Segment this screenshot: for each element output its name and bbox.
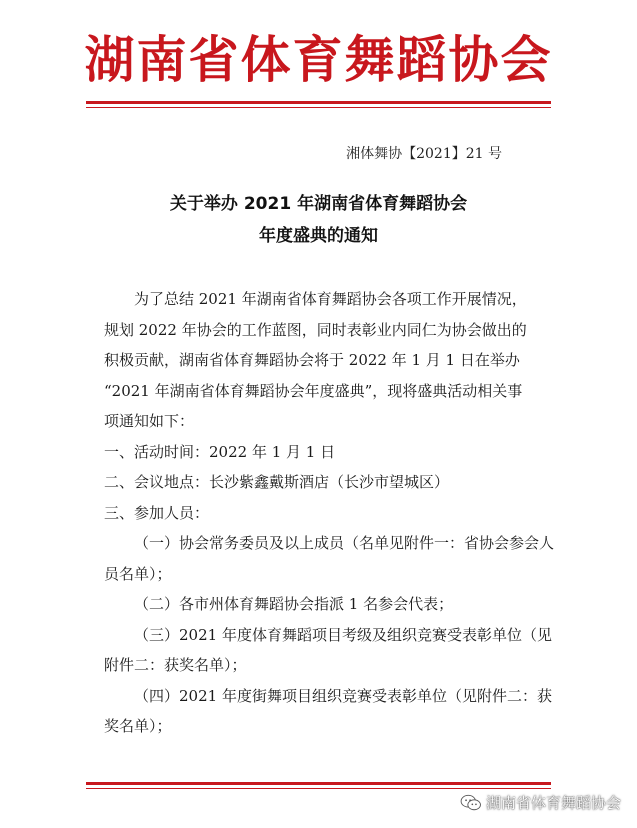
participant-item-3-line2: 附件二：获奖名单）；: [104, 656, 247, 674]
watermark-text: 湖南省体育舞蹈协会: [485, 794, 621, 812]
participant-item-1-line1: （一）协会常务委员及以上成员（名单见附件一：省协会参会人: [134, 534, 555, 552]
letterhead-rule-thin: [86, 107, 551, 108]
participant-item-2: （二）各市州体育舞蹈协会指派 1 名参会代表；: [134, 595, 454, 613]
wechat-watermark: [460, 792, 621, 813]
document-title: [0, 188, 637, 252]
letterhead-org-name: 湖南省体育舞蹈协会: [84, 30, 553, 89]
participant-item-4-line1: （四）2021 年度街舞项目组织竞赛受表彰单位（见附件二：获: [134, 686, 552, 705]
footer-rule-thin: [86, 788, 551, 789]
document-title-line1: 关于举办 2021 年湖南省体育舞蹈协会: [169, 194, 468, 214]
wechat-icon: [460, 794, 482, 812]
section-participants: 三、参加人员：: [104, 503, 210, 522]
intro-line-2: 规划 2022 年协会的工作蓝图，同时表彰业内同仁为协会做出的: [104, 320, 527, 339]
document-title-line2: 年度盛典的通知: [259, 226, 378, 246]
letterhead-rule-thick: [86, 101, 551, 104]
participant-item-1-line2: 员名单）；: [104, 564, 172, 583]
section-venue: 二、会议地点：长沙紫鑫戴斯酒店（长沙市望城区）: [104, 473, 450, 491]
intro-line-3: 积极贡献，湖南省体育舞蹈协会将于 2022 年 1 月 1 日在举办: [104, 351, 520, 369]
participant-item-4-line2: 奖名单）；: [104, 717, 172, 735]
footer-rule-thick: [86, 782, 551, 785]
intro-line-5: 项通知如下：: [104, 412, 195, 430]
intro-line-1: 为了总结 2021 年湖南省体育舞蹈协会各项工作开展情况，: [134, 290, 527, 308]
participant-item-3-line1: （三）2021 年度体育舞蹈项目考级及组织竞赛受表彰单位（见: [134, 625, 552, 644]
document-number: 湘体舞协【2021】21 号: [346, 146, 502, 162]
section-time: 一、活动时间：2022 年 1 月 1 日: [104, 442, 336, 461]
document-body: [104, 284, 555, 742]
intro-line-4: “2021 年湖南省体育舞蹈协会年度盛典”，现将盛典活动相关事: [104, 381, 523, 400]
